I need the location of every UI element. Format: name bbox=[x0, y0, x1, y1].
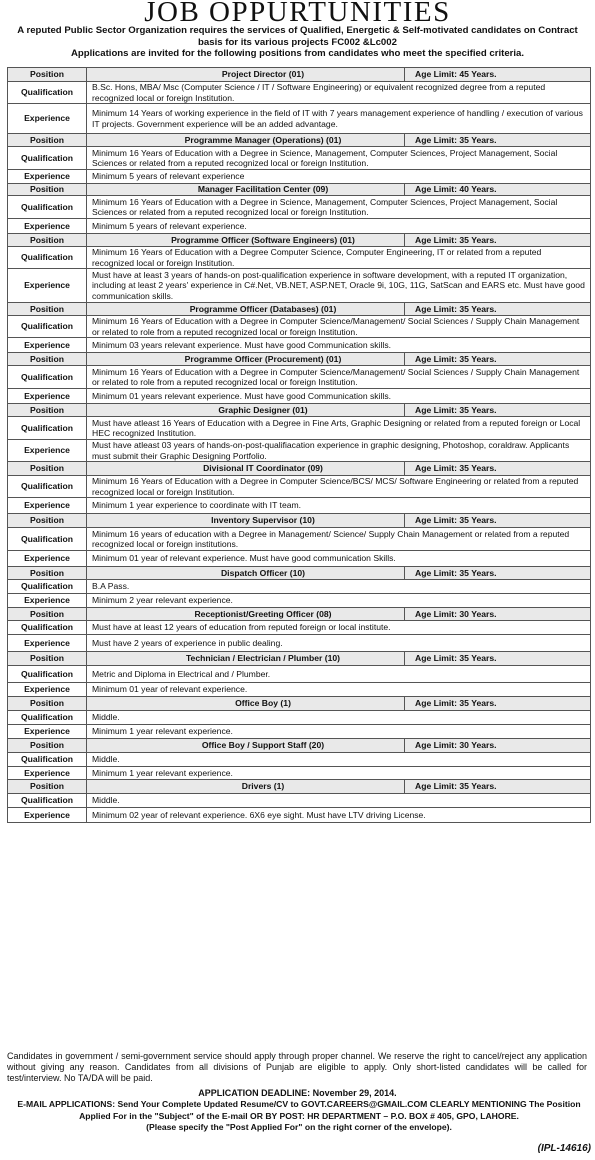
experience-text: Minimum 02 year of relevant experience. 6X6 eye sight. Must have LTV driving License. bbox=[87, 808, 591, 823]
qualification-label: Qualification bbox=[8, 417, 87, 440]
position-row bbox=[8, 567, 591, 580]
experience-text: Minimum 01 year of relevant experience. bbox=[87, 683, 591, 697]
qualification-text: B.Sc. Hons, MBA/ Msc (Computer Science / IT / Software Engineering) or equivalent recognized degree from a reputed recognized local or foreign Institution. bbox=[87, 82, 591, 104]
reference-code: (IPL-14616) bbox=[537, 1143, 591, 1154]
age-limit: Age Limit: 35 Years. bbox=[405, 234, 591, 247]
experience-row bbox=[8, 498, 591, 514]
position-title: Divisional IT Coordinator (09) bbox=[87, 462, 405, 476]
experience-row bbox=[8, 389, 591, 404]
experience-text: Minimum 5 years of relevant experience. bbox=[87, 219, 591, 234]
qualification-row bbox=[8, 666, 591, 683]
experience-label: Experience bbox=[8, 389, 87, 404]
footer-note: Candidates in government / semi-government service should apply through proper channel. We reserve the right to cancel/reject any application without giving any reason. Candidates from all divisions of Punjab are eligible to apply. Only short-listed candidates will be called for test/interview. No TA/DA will be paid. bbox=[7, 1051, 587, 1084]
application-deadline: APPLICATION DEADLINE: November 29, 2014. bbox=[198, 1088, 397, 1098]
qualification-label: Qualification bbox=[8, 621, 87, 635]
position-title: Inventory Supervisor (10) bbox=[87, 514, 405, 528]
position-label: Position bbox=[8, 780, 87, 794]
age-limit: Age Limit: 35 Years. bbox=[405, 567, 591, 580]
position-label: Position bbox=[8, 68, 87, 82]
qualification-label: Qualification bbox=[8, 711, 87, 725]
position-row bbox=[8, 353, 591, 366]
experience-label: Experience bbox=[8, 635, 87, 652]
qualification-text: Must have at least 12 years of education from reputed foreign or local institute. bbox=[87, 621, 591, 635]
age-limit: Age Limit: 35 Years. bbox=[405, 134, 591, 147]
position-row bbox=[8, 514, 591, 528]
qualification-label: Qualification bbox=[8, 476, 87, 498]
qualification-row bbox=[8, 794, 591, 808]
experience-text: Minimum 01 years relevant experience. Must have good Communication skills. bbox=[87, 389, 591, 404]
experience-text: Minimum 1 year relevant experience. bbox=[87, 725, 591, 739]
experience-text: Must have atleast 03 years of hands-on-post-qualifiacation experience in graphic designing, Photoshop, coraldraw. Applicants must submit their Graphic Designing Portfolio. bbox=[87, 440, 591, 462]
age-limit: Age Limit: 35 Years. bbox=[405, 514, 591, 528]
position-row bbox=[8, 68, 591, 82]
qualification-label: Qualification bbox=[8, 794, 87, 808]
qualification-row bbox=[8, 528, 591, 551]
qualification-text: Must have atleast 16 Years of Education with a Degree in Fine Arts, Graphic Designing or related from a reputed foreign or Local HEC recognized Institution. bbox=[87, 417, 591, 440]
qualification-row bbox=[8, 316, 591, 338]
experience-row bbox=[8, 440, 591, 462]
experience-label: Experience bbox=[8, 498, 87, 514]
envelope-note: (Please specify the "Post Applied For" on the right corner of the envelope). bbox=[146, 1122, 452, 1132]
experience-text: Minimum 14 Years of working experience in the field of IT with 7 years management experience of handling / execution of various IT projects. Government experience will be an added advantage. bbox=[87, 104, 591, 134]
position-row bbox=[8, 462, 591, 476]
position-row bbox=[8, 652, 591, 666]
position-title: Programme Officer (Procurement) (01) bbox=[87, 353, 405, 366]
position-label: Position bbox=[8, 134, 87, 147]
experience-label: Experience bbox=[8, 219, 87, 234]
age-limit: Age Limit: 45 Years. bbox=[405, 68, 591, 82]
age-limit: Age Limit: 35 Years. bbox=[405, 353, 591, 366]
age-limit: Age Limit: 40 Years. bbox=[405, 184, 591, 196]
position-label: Position bbox=[8, 353, 87, 366]
experience-label: Experience bbox=[8, 104, 87, 134]
qualification-row bbox=[8, 82, 591, 104]
position-label: Position bbox=[8, 404, 87, 417]
position-title: Manager Facilitation Center (09) bbox=[87, 184, 405, 196]
qualification-row bbox=[8, 476, 591, 498]
invitation-text: Applications are invited for the following positions from candidates who meet the specified criteria. bbox=[70, 48, 525, 59]
qualification-text: Minimum 16 Years of Education with a Degree in Computer Science/Management/ Social Sciences / Supply Chain Management or related to role from a reputed recognized local or foreign Institution. bbox=[87, 366, 591, 389]
age-limit: Age Limit: 30 Years. bbox=[405, 608, 591, 621]
experience-text: Must have 2 years of experience in public dealing. bbox=[87, 635, 591, 652]
age-limit: Age Limit: 35 Years. bbox=[405, 303, 591, 316]
position-title: Project Director (01) bbox=[87, 68, 405, 82]
qualification-row bbox=[8, 147, 591, 170]
position-label: Position bbox=[8, 514, 87, 528]
experience-label: Experience bbox=[8, 440, 87, 462]
qualification-text: Minimum 16 years of education with a Degree in Management/ Science/ Supply Chain Management or related from a reputed recognized local or foreign institutions. bbox=[87, 528, 591, 551]
position-title: Programme Officer (Databases) (01) bbox=[87, 303, 405, 316]
position-row bbox=[8, 134, 591, 147]
experience-text: Minimum 01 year of relevant experience. Must have good communication Skills. bbox=[87, 551, 591, 567]
experience-text: Minimum 2 year relevant experience. bbox=[87, 594, 591, 608]
experience-row bbox=[8, 594, 591, 608]
experience-row bbox=[8, 635, 591, 652]
qualification-text: B.A Pass. bbox=[87, 580, 591, 594]
position-title: Graphic Designer (01) bbox=[87, 404, 405, 417]
qualification-label: Qualification bbox=[8, 247, 87, 269]
position-row bbox=[8, 404, 591, 417]
qualification-text: Middle. bbox=[87, 794, 591, 808]
apply-instructions-line: E-MAIL APPLICATIONS: Send Your Complete Updated Resume/CV to GOVT.CAREERS@GMAIL.COM CLEARLY MENTIONING The Position Applied For in the "Subject" of the E-mail OR BY POST: HR DEPARTMENT – P.O. BOX # 405, GPO, LAHORE. bbox=[17, 1099, 581, 1121]
position-label: Position bbox=[8, 234, 87, 247]
age-limit: Age Limit: 30 Years. bbox=[405, 739, 591, 753]
experience-label: Experience bbox=[8, 808, 87, 823]
qualification-text: Minimum 16 Years of Education with a Degree in Science, Management, Computer Sciences, Project Management, Social Sciences or related from a reputed recognized local or foreign Institution. bbox=[87, 147, 591, 170]
position-title: Office Boy / Support Staff (20) bbox=[87, 739, 405, 753]
experience-row bbox=[8, 104, 591, 134]
position-label: Position bbox=[8, 184, 87, 196]
age-limit: Age Limit: 35 Years. bbox=[405, 780, 591, 794]
experience-label: Experience bbox=[8, 551, 87, 567]
position-row bbox=[8, 608, 591, 621]
age-limit: Age Limit: 35 Years. bbox=[405, 462, 591, 476]
qualification-label: Qualification bbox=[8, 316, 87, 338]
position-label: Position bbox=[8, 462, 87, 476]
qualification-text: Middle. bbox=[87, 711, 591, 725]
position-title: Programme Officer (Software Engineers) (01) bbox=[87, 234, 405, 247]
age-limit: Age Limit: 35 Years. bbox=[405, 697, 591, 711]
page-title: JOB OPPURTUNITIES bbox=[144, 0, 451, 28]
qualification-label: Qualification bbox=[8, 147, 87, 170]
position-title: Dispatch Officer (10) bbox=[87, 567, 405, 580]
qualification-row bbox=[8, 417, 591, 440]
experience-row bbox=[8, 338, 591, 353]
qualification-text: Metric and Diploma in Electrical and / Plumber. bbox=[87, 666, 591, 683]
experience-row bbox=[8, 683, 591, 697]
position-label: Position bbox=[8, 697, 87, 711]
experience-row bbox=[8, 551, 591, 567]
experience-label: Experience bbox=[8, 683, 87, 697]
experience-text: Minimum 1 year experience to coordinate with IT team. bbox=[87, 498, 591, 514]
qualification-label: Qualification bbox=[8, 528, 87, 551]
qualification-row bbox=[8, 621, 591, 635]
experience-row bbox=[8, 725, 591, 739]
qualification-row bbox=[8, 711, 591, 725]
experience-row bbox=[8, 269, 591, 303]
position-label: Position bbox=[8, 739, 87, 753]
qualification-label: Qualification bbox=[8, 580, 87, 594]
intro-text: A reputed Public Sector Organization requires the services of Qualified, Energetic & Self-motivated candidates on Contract basis for its various projects FC002 &Lc002 bbox=[17, 25, 578, 48]
experience-row bbox=[8, 767, 591, 780]
qualification-text: Minimum 16 Years of Education with a Degree in Computer Science/BCS/ MCS/ Software Engineering or related from a reputed recognized local or foreign Institution. bbox=[87, 476, 591, 498]
qualification-row bbox=[8, 580, 591, 594]
qualification-label: Qualification bbox=[8, 753, 87, 767]
position-row bbox=[8, 780, 591, 794]
experience-label: Experience bbox=[8, 594, 87, 608]
qualification-label: Qualification bbox=[8, 666, 87, 683]
experience-row bbox=[8, 170, 591, 184]
position-row bbox=[8, 739, 591, 753]
position-row bbox=[8, 303, 591, 316]
position-row bbox=[8, 234, 591, 247]
qualification-text: Middle. bbox=[87, 753, 591, 767]
qualification-text: Minimum 16 Years of Education with a Degree Computer Science, Computer Engineering, IT or related from a reputed recognized local or foreign Institution. bbox=[87, 247, 591, 269]
qualification-label: Qualification bbox=[8, 196, 87, 219]
qualification-text: Minimum 16 Years of Education with a Degree in Computer Science/Management/ Social Sciences / Supply Chain Management or related to role from a reputed recognized local or foreign Institution. bbox=[87, 316, 591, 338]
position-title: Programme Manager (Operations) (01) bbox=[87, 134, 405, 147]
experience-label: Experience bbox=[8, 269, 87, 303]
experience-label: Experience bbox=[8, 725, 87, 739]
position-title: Technician / Electrician / Plumber (10) bbox=[87, 652, 405, 666]
qualification-text: Minimum 16 Years of Education with a Degree in Science, Management, Computer Sciences, Project Management, Social Sciences or related from a reputed recognized local or foreign Institution. bbox=[87, 196, 591, 219]
position-title: Office Boy (1) bbox=[87, 697, 405, 711]
age-limit: Age Limit: 35 Years. bbox=[405, 652, 591, 666]
position-title: Drivers (1) bbox=[87, 780, 405, 794]
experience-row bbox=[8, 808, 591, 823]
qualification-row bbox=[8, 753, 591, 767]
position-title: Receptionist/Greeting Officer (08) bbox=[87, 608, 405, 621]
experience-label: Experience bbox=[8, 767, 87, 780]
qualification-label: Qualification bbox=[8, 366, 87, 389]
qualification-row bbox=[8, 196, 591, 219]
experience-row bbox=[8, 219, 591, 234]
jobs-table bbox=[7, 67, 591, 823]
position-row bbox=[8, 697, 591, 711]
position-label: Position bbox=[8, 652, 87, 666]
qualification-row bbox=[8, 247, 591, 269]
experience-label: Experience bbox=[8, 170, 87, 184]
application-instructions bbox=[10, 1099, 588, 1134]
position-label: Position bbox=[8, 608, 87, 621]
experience-text: Minimum 5 years of relevant experience bbox=[87, 170, 591, 184]
qualification-label: Qualification bbox=[8, 82, 87, 104]
experience-text: Minimum 1 year relevant experience. bbox=[87, 767, 591, 780]
age-limit: Age Limit: 35 Years. bbox=[405, 404, 591, 417]
experience-text: Minimum 03 years relevant experience. Must have good Communication skills. bbox=[87, 338, 591, 353]
position-label: Position bbox=[8, 567, 87, 580]
qualification-row bbox=[8, 366, 591, 389]
experience-text: Must have at least 3 years of hands-on post-qualification experience in software development, with a reputed IT organization, including at least 2 years' experience in C#.Net, VB.NET, ASP.NET, Oracle 9i, 10G, 11G, SatScan and EARS etc. Must have good communication skills. bbox=[87, 269, 591, 303]
experience-label: Experience bbox=[8, 338, 87, 353]
position-label: Position bbox=[8, 303, 87, 316]
position-row bbox=[8, 184, 591, 196]
